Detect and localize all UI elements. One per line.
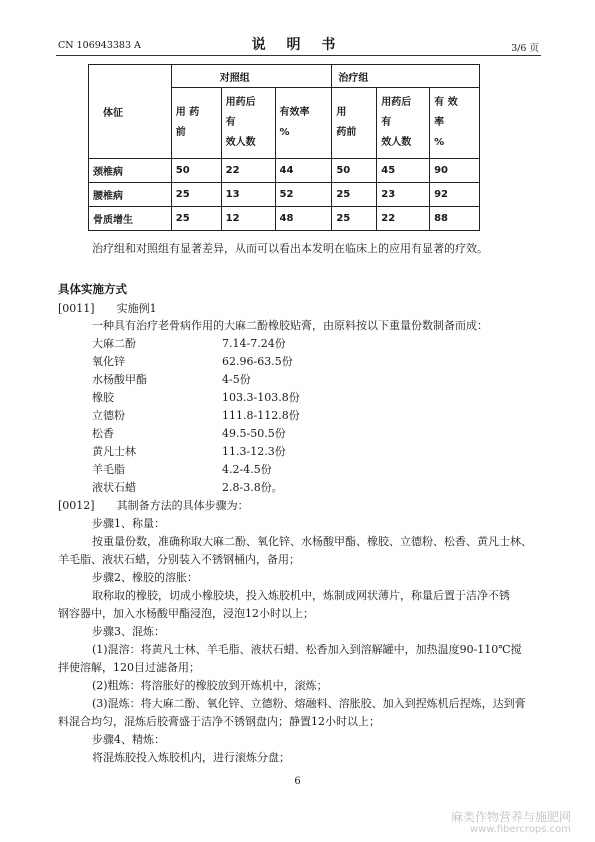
table-row-header: 体征 <box>89 65 172 159</box>
table-cell: 12 <box>221 207 275 231</box>
table-cell: 50 <box>332 159 377 183</box>
step-3-3-text: (3)混炼：将大麻二酚、氧化锌、立德粉、熔融料、溶胀胶、加入到捏炼机后捏炼，达到膏 <box>92 697 526 710</box>
step-2-title: 步骤2、橡胶的溶胀： <box>92 571 198 584</box>
ingredient-name: 液状石蜡 <box>92 481 136 494</box>
table-cell: 92 <box>430 183 480 207</box>
ingredient-name: 松香 <box>92 427 114 440</box>
table-group-treatment: 治疗组 <box>332 65 480 88</box>
table-cell: 25 <box>332 207 377 231</box>
step-2-text: 取称取的橡胶，切成小橡胶块，投入炼胶机中，炼制成网状薄片，称量后置于洁净不锈 <box>92 589 510 602</box>
ingredient-name: 橡胶 <box>92 391 114 404</box>
ingredient-amount: 2.8-3.8份。 <box>222 481 283 494</box>
subheader-text: 用 药前 <box>336 107 357 138</box>
step-4-text: 将混炼胶投入炼胶机内，进行滚炼分盘； <box>92 751 290 764</box>
row-label: 颈椎病 <box>89 159 172 183</box>
header-page-indicator: 3/6 页 <box>511 43 539 54</box>
step-3-1-text: (1)混溶：将黄凡士林、羊毛脂、液状石蜡、松香加入到溶解罐中，加热温度90-110℃搅 <box>92 643 522 656</box>
ingredient-name: 羊毛脂 <box>92 463 125 476</box>
row-label: 腰椎病 <box>89 183 172 207</box>
table-row <box>89 183 480 207</box>
ingredient-amount: 103.3-103.8份 <box>222 391 300 404</box>
subheader-text: 用 药 前 <box>175 107 200 138</box>
table-cell: 22 <box>377 207 430 231</box>
ingredient-amount: 7.14-7.24份 <box>222 337 286 350</box>
step-3-2-text: (2)粗炼：将溶胀好的橡胶放到开炼机中，滚炼； <box>92 679 328 692</box>
header-publication-number: CN 106943383 A <box>58 40 141 51</box>
subheader-text: 有 效 率 % <box>434 97 458 148</box>
subheader-text: 用药后 有 效人数 <box>381 97 412 148</box>
table-cell: 25 <box>171 207 221 231</box>
table-subheader <box>430 88 480 159</box>
header-divider <box>56 55 541 56</box>
table-cell: 48 <box>275 207 332 231</box>
step-3-3-text: 料混合均匀，混炼后胶膏盛于洁净不锈钢盘内；静置12小时以上； <box>58 715 380 728</box>
table-cell: 50 <box>171 159 221 183</box>
step-3-title: 步骤3、混炼： <box>92 625 165 638</box>
intro-text: 一种具有治疗老骨病作用的大麻二酚橡胶贴膏，由原料按以下重量份数制备而成： <box>92 319 488 332</box>
ingredient-amount: 49.5-50.5份 <box>222 427 286 440</box>
table-subheader <box>377 88 430 159</box>
table-cell: 44 <box>275 159 332 183</box>
paragraph-0011: [0011] 实施例1 <box>58 302 157 315</box>
section-title: 具体实施方式 <box>58 282 127 296</box>
paragraph-0012: [0012] 其制备方法的具体步骤为： <box>58 499 249 512</box>
ingredient-name: 氧化锌 <box>92 355 125 368</box>
subheader-text: 用药后 有 效人数 <box>225 97 256 148</box>
step-1-text: 按重量份数，准确称取大麻二酚、氧化锌、水杨酸甲酯、橡胶、立德粉、松香、黄凡士林、 <box>92 535 532 548</box>
ingredient-amount: 111.8-112.8份 <box>222 409 300 422</box>
ingredient-name: 黄凡士林 <box>92 445 136 458</box>
header-document-title: 说 明 书 <box>251 37 344 53</box>
efficacy-table <box>88 64 480 231</box>
table-subheader <box>275 88 332 159</box>
table-cell: 23 <box>377 183 430 207</box>
ingredient-amount: 62.96-63.5份 <box>222 355 293 368</box>
ingredient-name: 大麻二酚 <box>92 337 136 350</box>
step-3-1-text: 拌使溶解，120目过滤备用； <box>58 661 200 674</box>
subheader-text: 有效率 % <box>279 107 310 138</box>
watermark-title: 麻类作物营养与施肥网 <box>450 810 571 824</box>
step-1-text: 羊毛脂、液状石蜡，分别装入不锈钢桶内，备用； <box>58 553 300 566</box>
table-row <box>89 159 480 183</box>
step-4-title: 步骤4、精炼： <box>92 733 165 746</box>
page-number: 6 <box>294 776 301 787</box>
table-cell: 25 <box>332 183 377 207</box>
ingredient-amount: 4-5份 <box>222 373 251 386</box>
table-subheader <box>221 88 275 159</box>
ingredient-amount: 4.2-4.5份 <box>222 463 272 476</box>
table-row <box>89 207 480 231</box>
ingredient-amount: 11.3-12.3份 <box>222 445 286 458</box>
table-cell: 13 <box>221 183 275 207</box>
table-subheader <box>332 88 377 159</box>
table-group-control: 对照组 <box>171 65 332 88</box>
table-cell: 88 <box>430 207 480 231</box>
conclusion-text: 治疗组和对照组有显著差异，从而可以看出本发明在临床上的应用有显著的疗效。 <box>92 242 488 255</box>
table-cell: 90 <box>430 159 480 183</box>
step-2-text: 钢容器中，加入水杨酸甲酯浸泡，浸泡12小时以上； <box>58 607 314 620</box>
ingredient-name: 立德粉 <box>92 409 125 422</box>
watermark-url: www.fibercrops.com <box>469 824 571 835</box>
table-cell: 45 <box>377 159 430 183</box>
step-1-title: 步骤1、称量： <box>92 517 165 530</box>
row-label: 骨质增生 <box>89 207 172 231</box>
table-cell: 52 <box>275 183 332 207</box>
table-cell: 25 <box>171 183 221 207</box>
table-cell: 22 <box>221 159 275 183</box>
table-subheader <box>171 88 221 159</box>
ingredient-name: 水杨酸甲酯 <box>92 373 147 386</box>
